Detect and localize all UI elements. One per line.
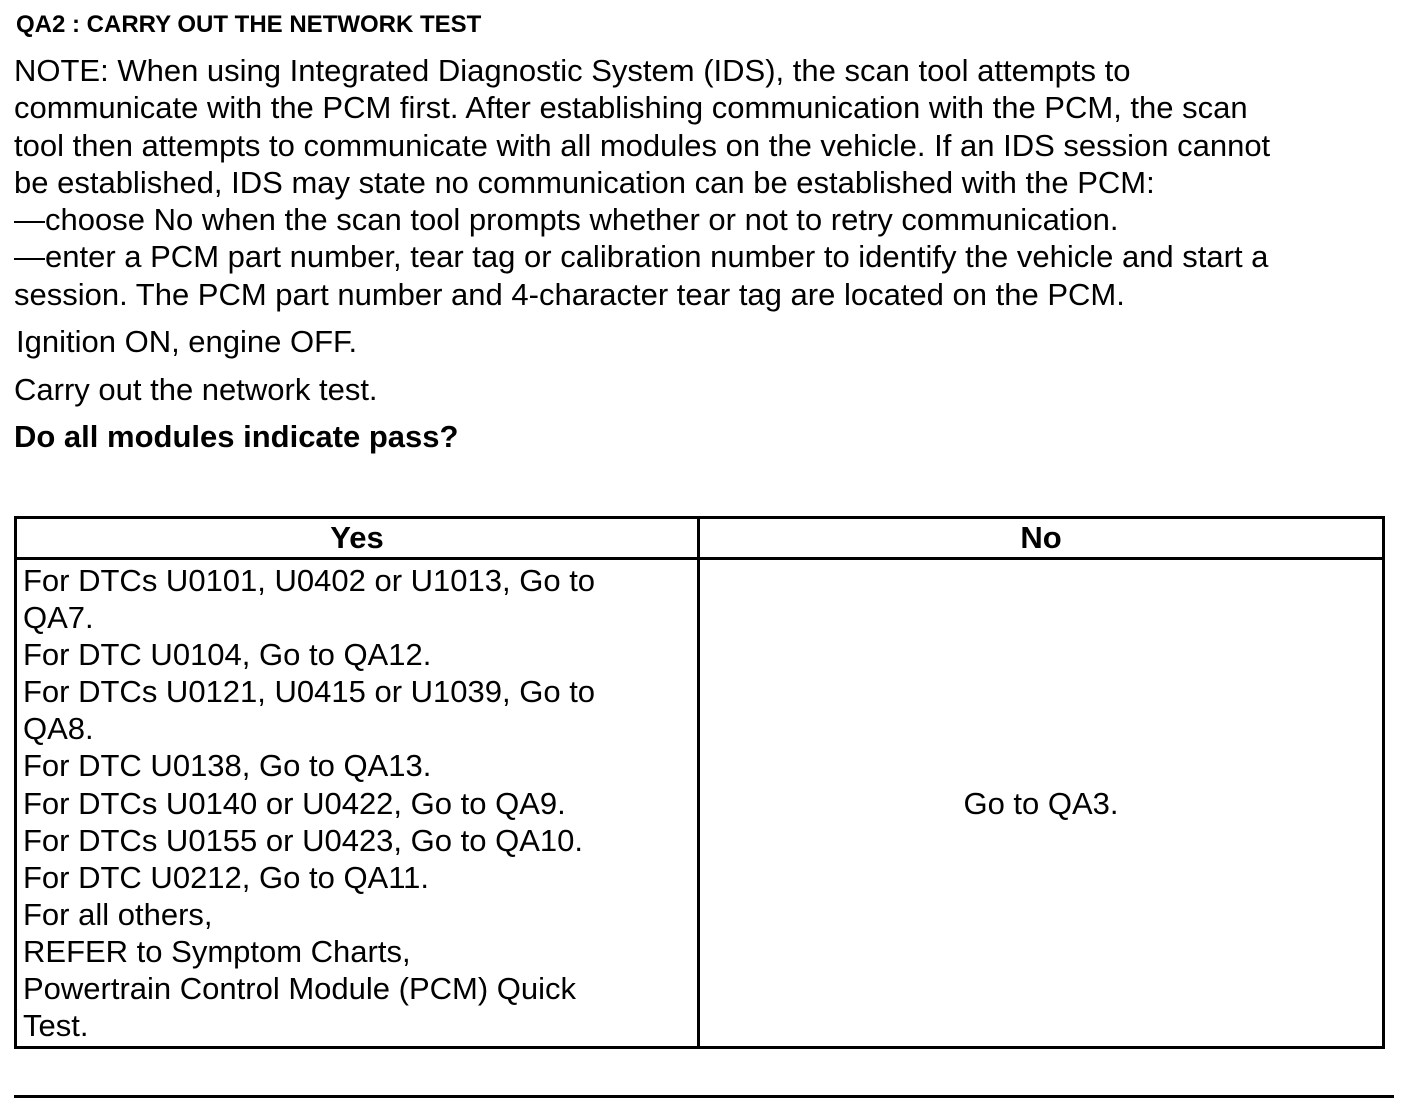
note-line: —choose No when the scan tool prompts whether or not to retry communication. bbox=[14, 202, 1119, 238]
yes-line: For DTC U0138, Go to QA13. bbox=[23, 748, 432, 784]
bottom-divider bbox=[14, 1095, 1394, 1098]
instruction-network-test: Carry out the network test. bbox=[14, 372, 378, 407]
yes-line: For DTCs U0101, U0402 or U1013, Go to bbox=[23, 563, 596, 598]
table-header-row bbox=[16, 518, 1384, 559]
header-yes: Yes bbox=[16, 518, 699, 559]
yes-line: For DTC U0212, Go to QA11. bbox=[23, 859, 430, 895]
note-line: session. The PCM part number and 4-character tear tag are located on the PCM. bbox=[14, 276, 1125, 312]
note-line: tool then attempts to communicate with all modules on the vehicle. If an IDS session cannot bbox=[14, 127, 1271, 163]
page-heading: QA2 : CARRY OUT THE NETWORK TEST bbox=[16, 11, 482, 38]
yes-line: REFER to Symptom Charts, bbox=[23, 933, 411, 969]
question: Do all modules indicate pass? bbox=[14, 419, 459, 454]
note-line: communicate with the PCM first. After establishing communication with the PCM, the scan bbox=[14, 90, 1248, 126]
yes-line: For DTCs U0121, U0415 or U1039, Go to bbox=[23, 674, 596, 710]
yes-line: Test. bbox=[23, 1008, 89, 1044]
no-cell: Go to QA3. bbox=[699, 559, 1384, 1048]
yes-line: For DTC U0104, Go to QA12. bbox=[23, 637, 432, 673]
yes-line: QA7. bbox=[23, 600, 94, 636]
yes-cell bbox=[16, 559, 699, 1048]
yes-line: For DTCs U0155 or U0423, Go to QA10. bbox=[23, 822, 583, 858]
yes-line: Powertrain Control Module (PCM) Quick bbox=[23, 971, 577, 1007]
instruction-ignition: Ignition ON, engine OFF. bbox=[16, 324, 358, 359]
note-line: be established, IDS may state no communication can be established with the PCM: bbox=[14, 164, 1155, 200]
table-row bbox=[16, 559, 1384, 1048]
note-block bbox=[14, 52, 1394, 313]
result-table bbox=[14, 516, 1385, 1049]
yes-line: For DTCs U0140 or U0422, Go to QA9. bbox=[23, 785, 566, 821]
note-line: —enter a PCM part number, tear tag or calibration number to identify the vehicle and start a bbox=[14, 239, 1269, 275]
header-no: No bbox=[699, 518, 1384, 559]
yes-line: For all others, bbox=[23, 896, 213, 932]
note-line: NOTE: When using Integrated Diagnostic System (IDS), the scan tool attempts to bbox=[14, 53, 1131, 88]
yes-line: QA8. bbox=[23, 711, 94, 747]
